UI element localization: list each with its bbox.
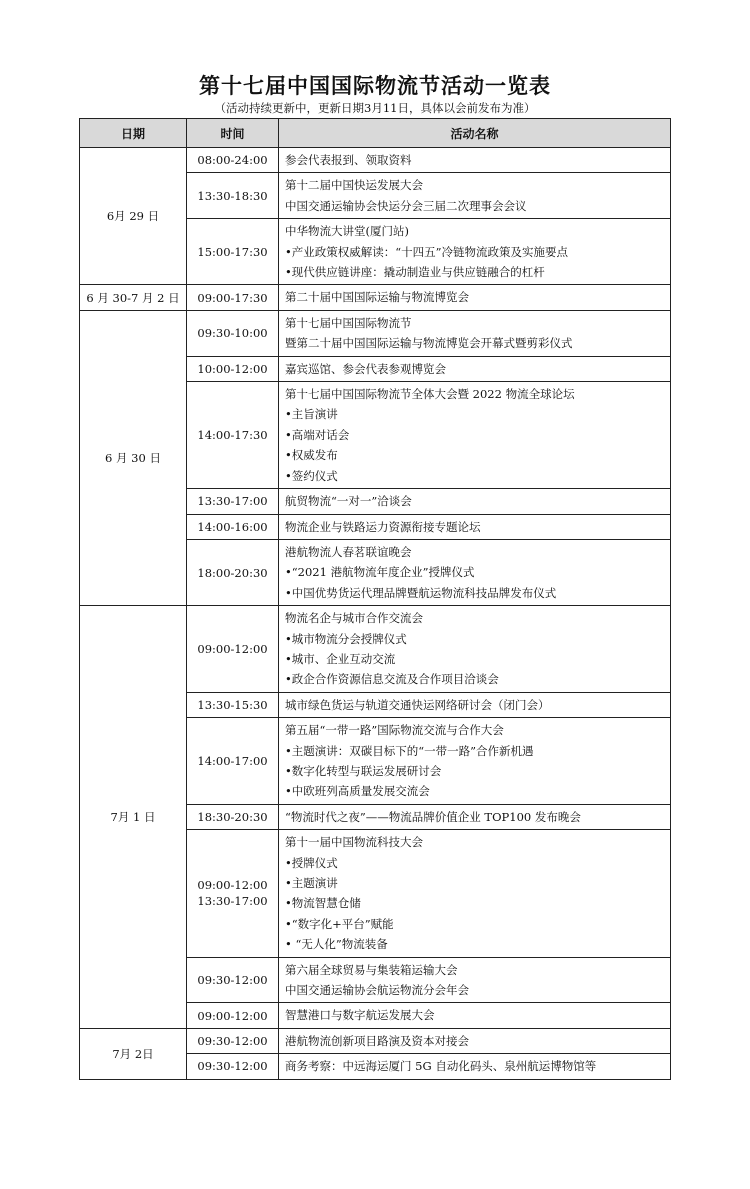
activity-cell (279, 539, 671, 605)
activity-line: •高端对话会 (285, 427, 350, 442)
activity-line: •签约仪式 (285, 468, 338, 483)
activity-line: •主题演讲 (285, 876, 338, 890)
activity-line: 物流企业与铁路运力资源衔接专题论坛 (285, 519, 481, 534)
time-cell (187, 957, 279, 1003)
time-text: 10:00-12:00 (197, 361, 268, 376)
activity-cell (279, 804, 671, 829)
table-row (80, 148, 671, 173)
activity-line: •现代供应链讲座：撬动制造业与供应链融合的杠杆 (285, 265, 545, 280)
activity-line: •“2021 港航物流年度企业”授牌仪式 (285, 565, 475, 580)
time-cell (187, 539, 279, 605)
time-text: 14:00-17:00 (197, 753, 268, 768)
activity-cell (279, 285, 671, 310)
time-cell (187, 804, 279, 829)
activity-cell (279, 1003, 671, 1028)
activity-cell (279, 830, 671, 957)
time-text: 09:00-12:00 (197, 878, 268, 893)
activity-line: 第十七届中国国际物流节全体大会暨 2022 物流全球论坛 (285, 387, 575, 402)
time-text: 09:30-12:00 (197, 973, 268, 988)
time-text: 09:00-17:30 (197, 290, 268, 305)
time-text: 09:00-12:00 (197, 1008, 268, 1023)
activity-line: •产业政策权威解读：“十四五”冷链物流政策及实施要点 (285, 244, 569, 259)
time-cell (187, 1054, 279, 1079)
time-cell (187, 1028, 279, 1053)
activity-line: •主旨演讲 (285, 407, 338, 422)
activity-cell (279, 718, 671, 805)
activity-cell (279, 606, 671, 693)
schedule-table (79, 118, 671, 1080)
time-text: 09:30-12:00 (197, 1059, 268, 1074)
activity-line: •政企合作资源信息交流及合作项目洽谈会 (285, 672, 499, 687)
activity-line: 智慧港口与数字航运发展大会 (285, 1008, 435, 1023)
table-row (80, 285, 671, 310)
time-text: 09:30-10:00 (197, 326, 268, 341)
activity-line: •城市物流分会授牌仪式 (285, 631, 407, 646)
activity-line: 中国交通运输协会航运物流分会年会 (285, 983, 469, 998)
activity-line: 港航物流人春茗联谊晚会 (285, 544, 412, 559)
time-cell (187, 606, 279, 693)
activity-line: 嘉宾巡馆、参会代表参观博览会 (285, 361, 446, 376)
time-cell (187, 514, 279, 539)
activity-line: 中华物流大讲堂(厦门站) (285, 224, 409, 239)
time-text: 09:30-12:00 (197, 1034, 268, 1049)
activity-line: •主题演讲：双碳目标下的“一带一路”合作新机遇 (285, 743, 534, 758)
activity-line: 第五届“一带一路”国际物流交流与合作大会 (285, 723, 504, 738)
time-cell (187, 382, 279, 489)
activity-cell (279, 310, 671, 356)
activity-line: 第二十届中国国际运输与物流博览会 (285, 290, 469, 305)
time-text: 13:30-17:00 (197, 494, 268, 509)
time-cell (187, 718, 279, 805)
time-text: 13:30-15:30 (197, 697, 268, 712)
activity-line: 暨第二十届中国国际运输与物流博览会开幕式暨剪彩仪式 (285, 336, 573, 351)
activity-cell (279, 1054, 671, 1079)
time-cell (187, 219, 279, 285)
date-cell: 6月 29 日 (80, 148, 187, 285)
time-cell (187, 830, 279, 957)
activity-line: 航贸物流“一对一”洽谈会 (285, 494, 412, 509)
activity-line: • “无人化”物流装备 (285, 937, 388, 952)
time-cell (187, 692, 279, 717)
time-text: 15:00-17:30 (197, 244, 268, 259)
activity-line: •数字化转型与联运发展研讨会 (285, 763, 442, 778)
activity-line: •“数字化+平台”赋能 (285, 916, 394, 931)
date-cell: 6 月 30 日 (80, 310, 187, 605)
activity-line: 第十二届中国快运发展大会 (285, 178, 423, 193)
activity-line: 第六届全球贸易与集装箱运输大会 (285, 962, 458, 977)
header-activity: 活动名称 (279, 119, 671, 148)
activity-cell (279, 356, 671, 381)
time-text: 18:30-20:30 (197, 809, 268, 824)
activity-line: •物流智慧仓储 (285, 896, 361, 911)
activity-line: 参会代表报到、领取资料 (285, 153, 412, 167)
schedule-body (80, 148, 671, 1080)
activity-line: 第十一届中国物流科技大会 (285, 835, 423, 850)
time-cell (187, 148, 279, 173)
header-date: 日期 (80, 119, 187, 148)
activity-line: 第十七届中国国际物流节 (285, 315, 412, 330)
activity-line: •中欧班列高质量发展交流会 (285, 784, 430, 799)
activity-line: 城市绿色货运与轨道交通快运网络研讨会（闭门会） (285, 697, 550, 712)
time-text: 14:00-16:00 (197, 519, 268, 534)
activity-line: 物流名企与城市合作交流会 (285, 611, 423, 626)
time-text: 18:00-20:30 (197, 565, 268, 580)
time-text: 13:30-18:30 (197, 188, 268, 203)
activity-cell (279, 148, 671, 173)
activity-line: •城市、企业互动交流 (285, 651, 396, 666)
page-subtitle: （活动持续更新中，更新日期3月11日，具体以会前发布为准） (214, 101, 536, 115)
time-cell (187, 1003, 279, 1028)
time-text: 13:30-17:00 (197, 894, 268, 909)
activity-cell (279, 1028, 671, 1053)
time-cell (187, 356, 279, 381)
activity-cell (279, 514, 671, 539)
activity-cell (279, 692, 671, 717)
activity-cell (279, 382, 671, 489)
time-text: 09:00-12:00 (197, 641, 268, 656)
activity-line: “物流时代之夜”——物流品牌价值企业 TOP100 发布晚会 (285, 809, 581, 824)
time-cell (187, 489, 279, 514)
time-cell (187, 310, 279, 356)
page-title: 第十七届中国国际物流节活动一览表 (199, 74, 551, 98)
table-header-row (80, 119, 671, 148)
activity-cell (279, 489, 671, 514)
header-time: 时间 (187, 119, 279, 148)
time-cell (187, 285, 279, 310)
activity-line: •权威发布 (285, 448, 338, 463)
table-row (80, 606, 671, 693)
time-text: 08:00-24:00 (197, 153, 268, 168)
date-cell: 6 月 30-7 月 2 日 (80, 285, 187, 310)
time-cell (187, 173, 279, 219)
activity-cell (279, 957, 671, 1003)
activity-cell (279, 173, 671, 219)
activity-line: •中国优势货运代理品牌暨航运物流科技品牌发布仪式 (285, 585, 557, 600)
time-text: 14:00-17:30 (197, 428, 268, 443)
activity-cell (279, 219, 671, 285)
activity-line: •授牌仪式 (285, 855, 338, 870)
activity-line: 中国交通运输协会快运分会三届二次理事会会议 (285, 198, 527, 213)
date-cell: 7月 1 日 (80, 606, 187, 1029)
activity-line: 商务考察：中远海运厦门 5G 自动化码头、泉州航运博物馆等 (285, 1059, 597, 1074)
date-cell: 7月 2日 (80, 1028, 187, 1079)
table-row (80, 1028, 671, 1053)
activity-line: 港航物流创新项目路演及资本对接会 (285, 1033, 469, 1048)
table-row (80, 310, 671, 356)
